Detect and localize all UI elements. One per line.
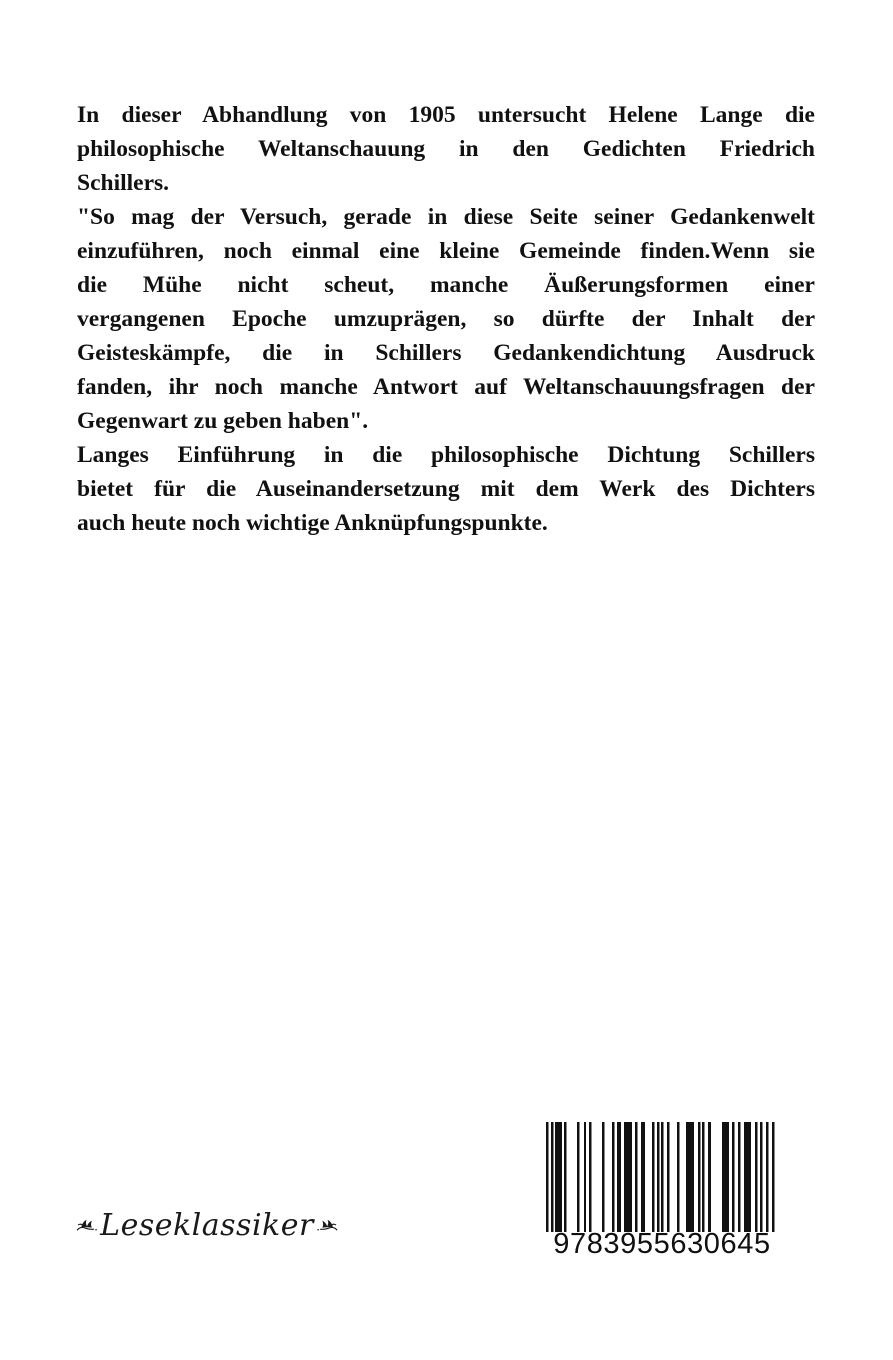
blurb-line: philosophische Weltanschauung in den Gedichten Friedrich: [77, 136, 815, 162]
blurb-line: Schillers.: [77, 170, 170, 196]
blurb-line: Langes Einführung in die philosophische Dichtung Schillers: [77, 442, 815, 468]
ornament-flourish-left-icon: [76, 1209, 98, 1241]
blurb-line: die Mühe nicht scheut, manche Äußerungsformen einer: [77, 272, 815, 298]
publisher-logo: [76, 1195, 338, 1255]
blurb-line: vergangenen Epoche umzuprägen, so dürfte der Inhalt der: [77, 306, 815, 332]
blurb-line: In dieser Abhandlung von 1905 untersucht Helene Lange die: [77, 102, 815, 128]
blurb-line: einzuführen, noch einmal eine kleine Gemeinde finden.Wenn sie: [77, 238, 815, 264]
blurb-paragraph-2-quote: [77, 200, 815, 438]
blurb-line: Gegenwart zu geben haben".: [77, 408, 369, 434]
blurb-paragraph-1: [77, 98, 815, 200]
blurb-line: fanden, ihr noch manche Antwort auf Weltanschauungsfragen der: [77, 374, 815, 400]
publisher-name: Leseklassiker: [100, 1207, 314, 1243]
blurb-line: Geisteskämpfe, die in Schillers Gedankendichtung Ausdruck: [77, 340, 815, 366]
barcode-icon: [546, 1122, 778, 1232]
isbn-number: 9783955630645: [553, 1228, 771, 1260]
back-cover-blurb: [77, 98, 815, 540]
blurb-paragraph-3: [77, 438, 815, 540]
blurb-line: bietet für die Auseinandersetzung mit dem Werk des Dichters: [77, 476, 815, 502]
blurb-line: auch heute noch wichtige Anknüpfungspunkte.: [77, 510, 548, 536]
ornament-flourish-right-icon: [316, 1209, 338, 1241]
blurb-line: "So mag der Versuch, gerade in diese Seite seiner Gedankenwelt: [77, 204, 815, 230]
